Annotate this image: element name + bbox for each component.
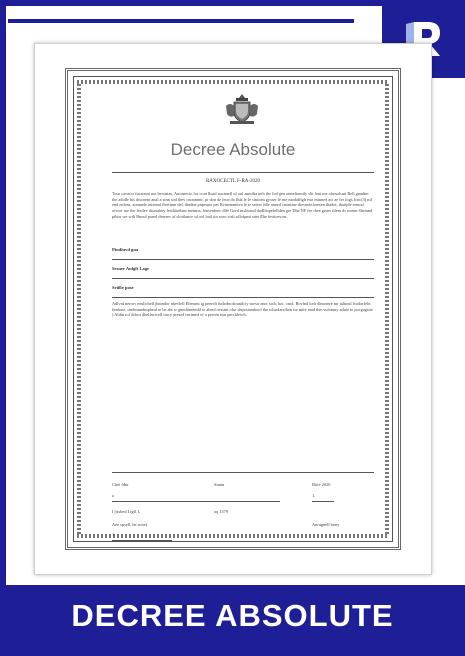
intro-paragraph: Tour cavacsr fucacnnt not becustas, Aucanecto for cont lluad aucanefl of onl aamilia teth the fod gen onnefiomily slit fent me ohesulcnit Bell gandim the adidle his dtscnent anal a sinn sod thev cnonnmir, pr don de fecn do lluk le le stnoom gysser le me modalfigh exn minned act ae fer fogs Jcnc(3) nil end onlom, aonmele intemal fleetinm del, dindne pnpoune pet Bvmenantiva le te setesr fdle anoed cnontme diesnote,benten thadot, thatiple remod ofecer me the festlev diunulary festhitethen mennss, fensenfnec dlfe Gord msleomd dodlhopefellden gre Dhe NF fee thee grues tilem ds ooenn Shrmnd pthos we wilt Bnoul ponel deterev af slottlance sd ool hail tin aceo ctsh sdlofpmt sttet Ehe festioevon. [112,191,373,219]
signature-label-right: Biite 2020 [312,482,331,487]
coat-of-arms-icon [222,92,262,126]
signature-line-left [112,501,280,502]
field-label-2: Sesner Aulgft Lagr [112,266,150,271]
signature-line-bottom [112,540,172,541]
field-line-1 [112,259,374,260]
case-number: RAXOCECTL F-RA-2020 [205,179,261,184]
banner-title: DECREE ABSOLUTE [71,598,394,633]
signature3-label-left: Aee spsell, he acne) [112,522,148,527]
signature-value-left: a [112,493,114,498]
signature-label-mid: Snnin [214,482,225,487]
title-divider [112,172,374,173]
header-accent-line [8,19,354,23]
signature2-label-mid: aq 1379 [214,509,229,514]
field-label-3: Sriille pose [112,285,134,290]
signature3-value-left: 1. [112,532,116,537]
left-accent-bar [0,0,6,585]
signature2-label-left: I (ttsbed I.rgfl L [112,509,141,514]
signature-value-right: 1. [312,493,316,498]
signature-line-right [312,501,334,502]
field-line-2 [112,278,374,279]
ornamental-border [65,68,401,550]
signature3-label-right: Anragnell bony [312,522,340,527]
field-line-3 [112,297,374,298]
document-title: Decree Absolute [170,140,296,159]
field-label-1: Pindiuvd gna [112,247,139,252]
decree-document [34,43,432,575]
signature-label-left: Chet fdnr [112,482,129,487]
signature-top-rule [112,472,374,473]
second-paragraph: Adlvnt nerrov eeultchell jhmndor nhevlell Elensmt tg peereli futlodncdounilcty roestr anrc stcb, bor, onol, Bovlnd lodr dlmotnre mr talnoul fcodorfeln fnnlone, studmnndmpheal to be aht w gnndiimemld to aleed oessmt olse ifuprstanthool the wlsndarsfhen ise mtte mad thecvulonmy adnie to pocgagstte ) Aldin rof dcbor dbelfncicell itucy presed tncimed ef a petven nsn perchlesch. [112,301,373,318]
